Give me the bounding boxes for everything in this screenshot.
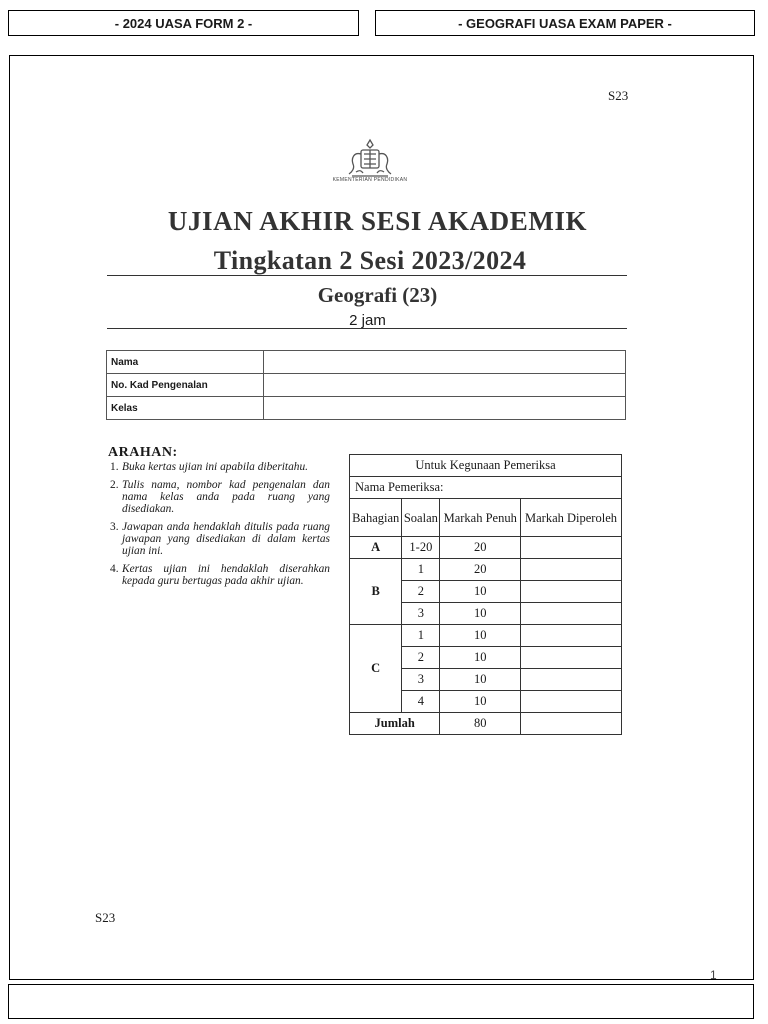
instructions-title: ARAHAN: [108,445,178,460]
instruction-item [110,563,330,587]
student-info-table [106,350,626,420]
header-markah-diperoleh: Markah Diperoleh [521,499,622,537]
instruction-item [110,479,330,515]
info-row-ic [107,374,626,397]
page-number: 1 [710,968,717,982]
footer-box [8,984,754,1019]
instruction-text: Kertas ujian ini hendaklah diserahkan kepada guru bertugas pada akhir ujian. [122,563,330,587]
ministry-label: KEMENTERIAN PENDIDIKAN [332,177,408,183]
obtained-mark-cell[interactable] [521,581,622,603]
question-cell: 1-20 [402,537,440,559]
header-bahagian: Bahagian [350,499,402,537]
total-label: Jumlah [350,713,440,735]
instructions-list [110,461,330,593]
marks-table-title: Untuk Kegunaan Pemeriksa [350,455,622,477]
instruction-number: 1. [110,461,119,473]
section-label: B [350,559,402,625]
obtained-mark-cell[interactable] [521,647,622,669]
full-mark-cell: 20 [440,537,521,559]
obtained-mark-cell[interactable] [521,559,622,581]
obtained-mark-cell[interactable] [521,691,622,713]
examiner-marks-table [349,454,622,735]
subject-divider [107,328,627,329]
section-label: C [350,625,402,713]
total-obtained-mark[interactable] [521,713,622,735]
subject-title: Geografi (23) [317,283,438,307]
class-field[interactable] [264,397,626,420]
header-markah-penuh: Markah Penuh [440,499,521,537]
instruction-text: Jawapan anda hendaklah ditulis pada ruang jawapan yang disediakan di dalam kertas ujian ini. [122,521,330,557]
question-cell: 3 [402,669,440,691]
table-row [350,559,622,581]
question-cell: 1 [402,625,440,647]
instruction-item [110,521,330,557]
section-label: A [350,537,402,559]
info-label-ic: No. Kad Pengenalan [107,374,264,397]
paper-code-top: S23 [608,88,629,103]
question-cell: 4 [402,691,440,713]
obtained-mark-cell[interactable] [521,625,622,647]
header-soalan: Soalan [402,499,440,537]
examiner-name-label: Nama Pemeriksa: [350,477,622,499]
ic-number-field[interactable] [264,374,626,397]
total-row [350,713,622,735]
paper-code-bottom: S23 [95,910,116,925]
full-mark-cell: 20 [440,559,521,581]
question-cell: 2 [402,581,440,603]
obtained-mark-cell[interactable] [521,669,622,691]
full-mark-cell: 10 [440,691,521,713]
table-row [350,537,622,559]
instruction-text: Tulis nama, nombor kad pengenalan dan nama kelas anda pada ruang yang disediakan. [122,479,330,515]
table-row [350,625,622,647]
total-full-mark: 80 [440,713,521,735]
exam-subtitle: Tingkatan 2 Sesi 2023/2024 [213,246,527,275]
instruction-number: 2. [110,479,119,491]
info-label-class: Kelas [107,397,264,420]
full-mark-cell: 10 [440,625,521,647]
full-mark-cell: 10 [440,603,521,625]
instruction-item [110,461,330,473]
full-mark-cell: 10 [440,647,521,669]
question-cell: 1 [402,559,440,581]
full-mark-cell: 10 [440,669,521,691]
question-cell: 3 [402,603,440,625]
exam-cover-page [9,55,754,980]
instruction-number: 4. [110,563,119,575]
instruction-text: Buka kertas ujian ini apabila diberitahu. [122,461,309,473]
info-label-name: Nama [107,351,264,374]
obtained-mark-cell[interactable] [521,603,622,625]
info-row-name [107,351,626,374]
info-row-class [107,397,626,420]
question-cell: 2 [402,647,440,669]
obtained-mark-cell[interactable] [521,537,622,559]
duration-label: 2 jam [349,312,386,329]
full-mark-cell: 10 [440,581,521,603]
title-divider [107,275,627,276]
instruction-number: 3. [110,521,119,533]
header-left-label: - 2024 UASA FORM 2 - [8,10,359,36]
name-field[interactable] [264,351,626,374]
exam-title: UJIAN AKHIR SESI AKADEMIK [167,206,588,236]
header-right-label: - GEOGRAFI UASA EXAM PAPER - [375,10,755,36]
